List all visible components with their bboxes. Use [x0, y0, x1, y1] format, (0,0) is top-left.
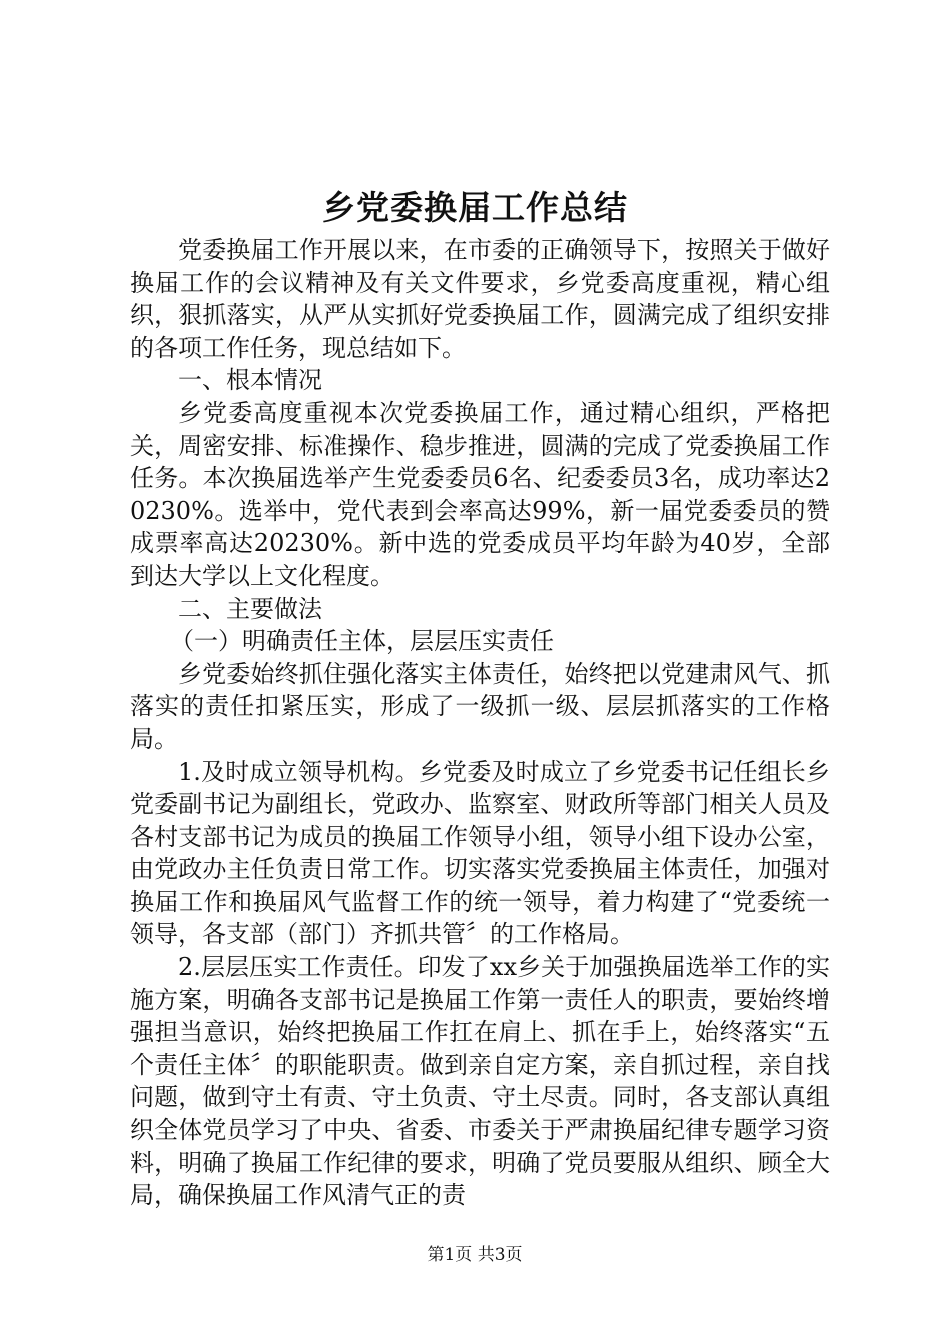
- work-responsibility-paragraph: 2.层层压实工作责任。印发了xx乡关于加强换届选举工作的实施方案，明确各支部书记是换届工作第一责任人的职责，要始终增强担当意识，始终把换届工作扛在肩上、抓在手上，始终落实“五个责任主体〞的职能职责。做到亲自定方案，亲自抓过程，亲自找问题，做到守土有责、守土负责、守土尽责。同时，各支部认真组织全体党员学习了中央、省委、市委关于严肃换届纪律专题学习资料，明确了换届工作纪律的要求，明确了党员要服从组织、顾全大局，确保换届工作风清气正的责: [130, 953, 830, 1210]
- responsibility-paragraph: 乡党委始终抓住强化落实主体责任，始终把以党建肃风气、抓落实的责任扣紧压实，形成了一级抓一级、层层抓落实的工作格局。: [130, 659, 830, 753]
- section-heading-basic: 一、根本情况: [178, 366, 322, 395]
- section-heading-methods: 二、主要做法: [178, 594, 322, 623]
- leadership-paragraph: 1.及时成立领导机构。乡党委及时成立了乡党委书记任组长乡党委副书记为副组长，党政办、监察室、财政所等部门相关人员及各村支部书记为成员的换届工作领导小组，领导小组下设办公室，由党政办主任负责日常工作。切实落实党委换届主体责任，加强对换届工作和换届风气监督工作的统一领导，着力构建了“党委统一领导，各支部（部门）齐抓共管〞的工作格局。: [130, 757, 830, 949]
- basic-situation-paragraph: 乡党委高度重视本次党委换届工作，通过精心组织，严格把关，周密安排、标准操作、稳步推进，圆满的完成了党委换届工作任务。本次换届选举产生党委委员6名、纪委委员3名，成功率达20230%。选举中，党代表到会率高达99%，新一届党委委员的赞成票率高达20230%。新中选的党委成员平均年龄为40岁，全部到达大学以上文化程度。: [130, 398, 830, 590]
- subsection-heading-responsibility: （一）明确责任主体，层层压实责任: [170, 627, 554, 656]
- intro-paragraph: 党委换届工作开展以来，在市委的正确领导下，按照关于做好换届工作的会议精神及有关文件要求，乡党委高度重视，精心组织，狠抓落实，从严从实抓好党委换届工作，圆满完成了组织安排的各项工作任务，现总结如下。: [130, 236, 830, 362]
- document-body: [130, 234, 830, 1212]
- page-footer: 第1页 共3页: [427, 1245, 523, 1265]
- document-title: 乡党委换届工作总结: [322, 188, 628, 227]
